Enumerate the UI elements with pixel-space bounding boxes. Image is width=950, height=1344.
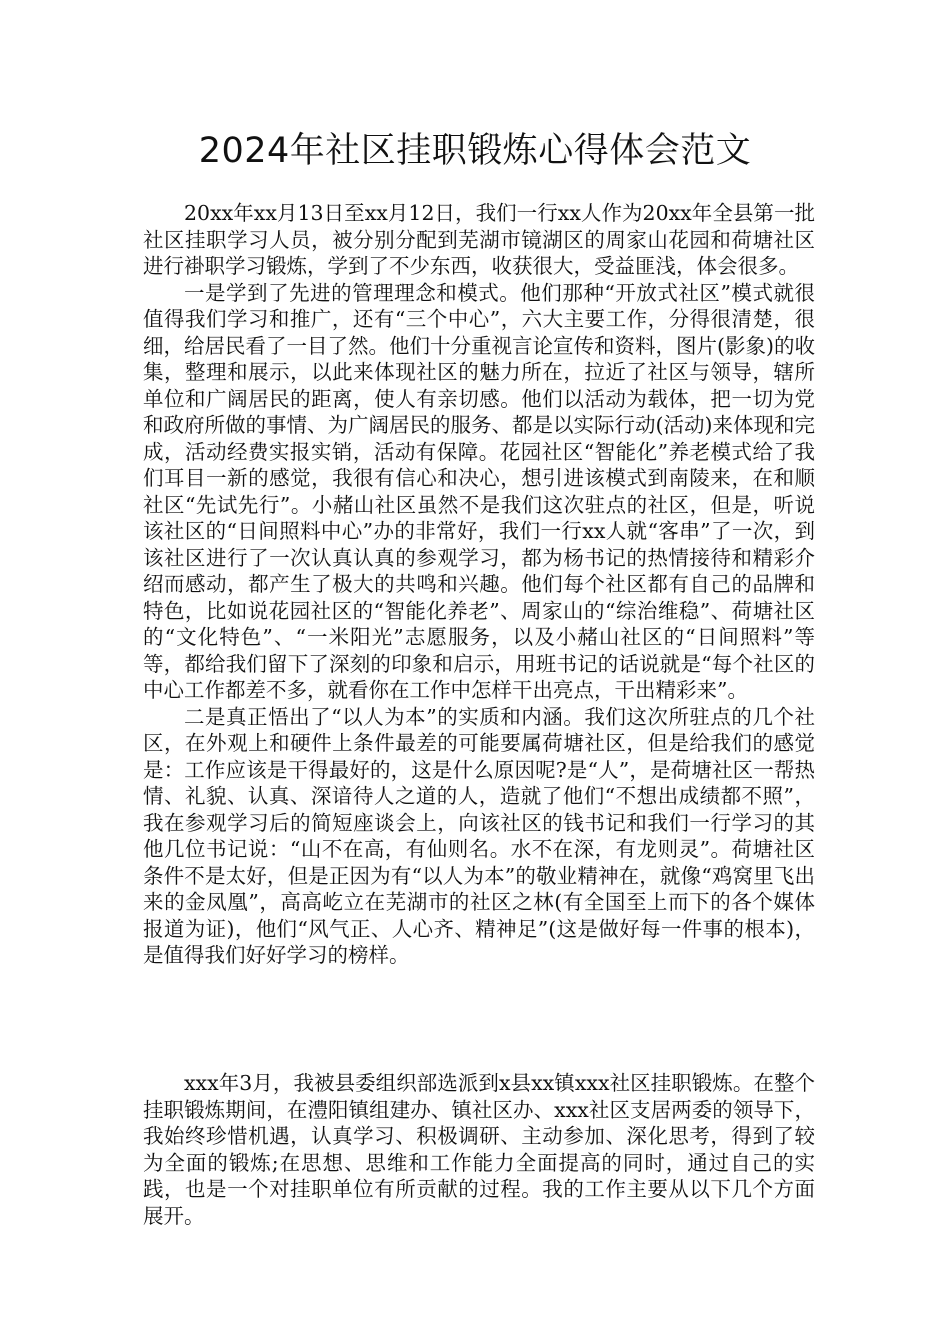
document-body-section-1 xyxy=(143,200,815,969)
document-title: 2024年社区挂职锻炼心得体会范文 xyxy=(198,131,752,171)
paragraph-second-article-intro: xxx年3月，我被县委组织部选派到x县xx镇xxx社区挂职锻炼。在整个挂职锻炼期间，在澧阳镇组建办、镇社区办、xxx社区支居两委的领导下，我始终珍惜机遇，认真学习、积极调研、主动参加、深化思考，得到了较为全面的锻炼;在思想、思维和工作能力全面提高的同时，通过自己的实践，也是一个对挂职单位有所贡献的过程。我的工作主要从以下几个方面展开。 xyxy=(143,1071,815,1228)
paragraph-point-two: 二是真正悟出了“以人为本”的实质和内涵。我们这次所驻点的几个社区，在外观上和硬件上条件最差的可能要属荷塘社区，但是给我们的感觉是：工作应该是干得最好的，这是什么原因呢?是“人”，是荷塘社区一帮热情、礼貌、认真、深谙待人之道的人，造就了他们“不想出成绩都不照”，我在参观学习后的简短座谈会上，向该社区的钱书记和我们一行学习的其他几位书记说：“山不在高，有仙则名。水不在深，有龙则灵”。荷塘社区条件不是太好，但是正因为有“以人为本”的敬业精神在，就像“鸡窝里飞出来的金凤凰”，高高屹立在芜湖市的社区之林(有全国至上而下的各个媒体报道为证)，他们“风气正、人心齐、精神足”(这是做好每一件事的根本)，是值得我们好好学习的榜样。 xyxy=(143,704,815,967)
document-body-section-2 xyxy=(143,1070,815,1229)
paragraph-intro: 20xx年xx月13日至xx月12日，我们一行xx人作为20xx年全县第一批社区挂职学习人员，被分别分配到芜湖市镜湖区的周家山花园和荷塘社区进行褂职学习锻炼，学到了不少东西，收获很大，受益匪浅，体会很多。 xyxy=(143,201,815,278)
paragraph-point-one: 一是学到了先进的管理理念和模式。他们那种“开放式社区”模式就很值得我们学习和推广，还有“三个中心”，六大主要工作，分得很清楚，很细，给居民看了一目了然。他们十分重视言论宣传和资料，图片(影象)的收集，整理和展示，以此来体现社区的魅力所在，拉近了社区与领导，辖所单位和广阔居民的距离，使人有亲切感。他们以活动为载体，把一切为党和政府所做的事情、为广阔居民的服务、都是以实际行动(活动)来体现和完成，活动经费实报实销，活动有保障。花园社区“智能化”养老模式给了我们耳目一新的感觉，我很有信心和决心，想引进该模式到南陵来，在和顺社区“先试先行”。小赭山社区虽然不是我们这次驻点的社区，但是，听说该社区的“日间照料中心”办的非常好，我们一行xx人就“客串”了一次，到该社区进行了一次认真认真的参观学习，都为杨书记的热情接待和精彩介绍而感动，都产生了极大的共鸣和兴趣。他们每个社区都有自己的品牌和特色，比如说花园社区的“智能化养老”、周家山的“综治维稳”、荷塘社区的“文化特色”、“一米阳光”志愿服务，以及小赭山社区的“日间照料”等等，都给我们留下了深刻的印象和启示，用班书记的话说就是“每个社区的中心工作都差不多，就看你在工作中怎样干出亮点，干出精彩来”。 xyxy=(143,280,815,702)
